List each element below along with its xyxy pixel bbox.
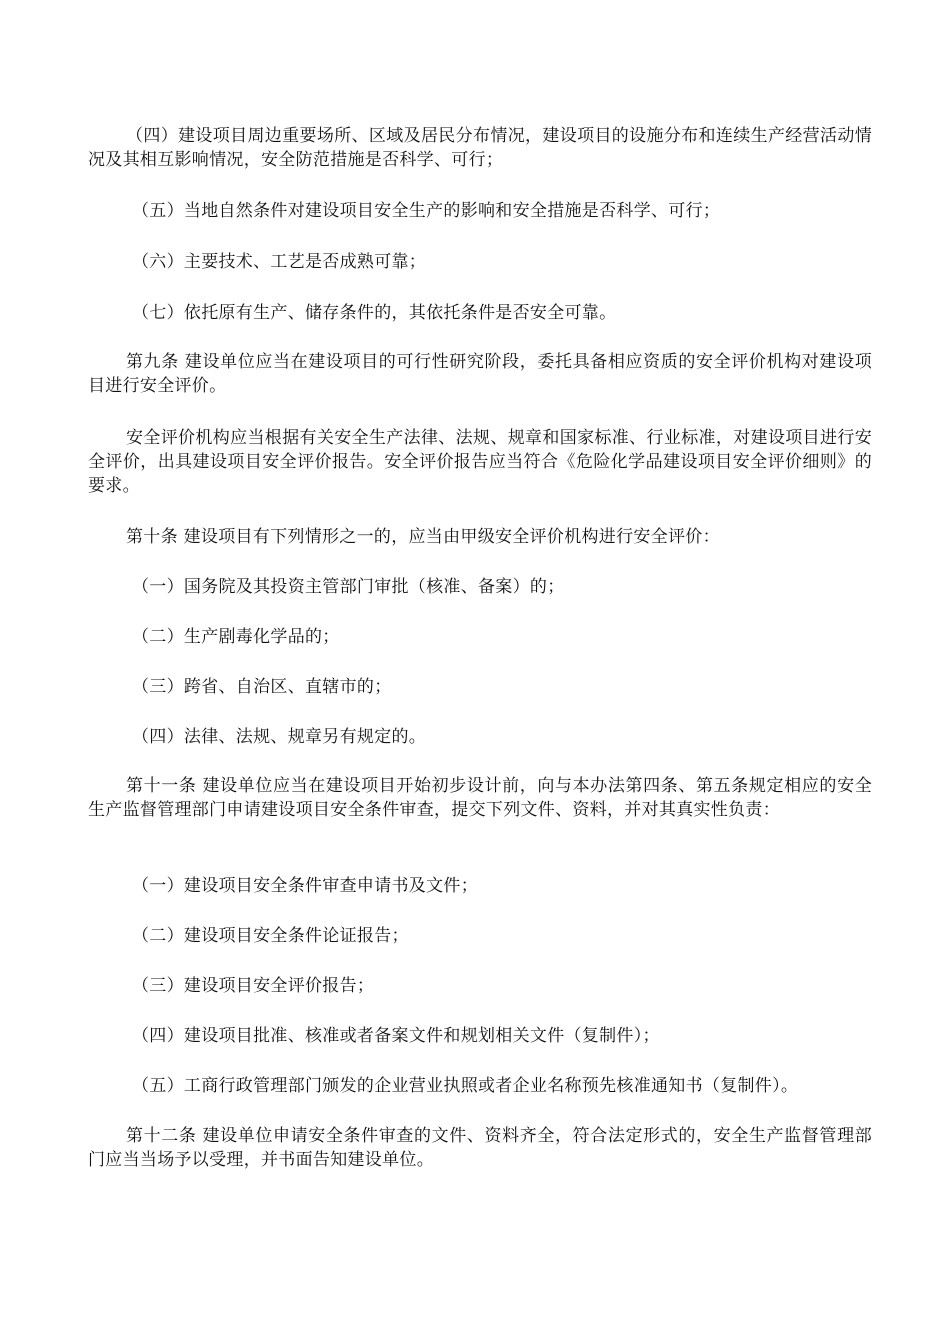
- paragraph-item-4-surroundings: （四）建设项目周边重要场所、区域及居民分布情况，建设项目的设施分布和连续生产经营活动情况及其相互影响情况，安全防范措施是否科学、可行；: [88, 126, 872, 170]
- paragraph-article-11-item-4: （四）建设项目批准、核准或者备案文件和规划相关文件（复制件）；: [132, 1026, 660, 1046]
- paragraph-article-10-item-3: （三）跨省、自治区、直辖市的；: [132, 677, 392, 697]
- paragraph-safety-evaluation-agency: 安全评价机构应当根据有关安全生产法律、法规、规章和国家标准、行业标准，对建设项目进行安全评价，出具建设项目安全评价报告。安全评价报告应当符合《危险化学品建设项目安全评价细则》的要求。: [88, 428, 872, 496]
- paragraph-article-10: 第十条 建设项目有下列情形之一的，应当由甲级安全评价机构进行安全评价：: [126, 527, 720, 547]
- paragraph-item-7-existing-conditions: （七）依托原有生产、储存条件的，其依托条件是否安全可靠。: [132, 303, 617, 323]
- paragraph-article-10-item-2: （二）生产剧毒化学品的；: [132, 627, 340, 647]
- paragraph-article-11-item-5: （五）工商行政管理部门颁发的企业营业执照或者企业名称预先核准通知书（复制件）。: [132, 1076, 799, 1096]
- paragraph-article-11-item-1: （一）建设项目安全条件审查申请书及文件；: [132, 876, 478, 896]
- paragraph-item-5-natural-conditions: （五）当地自然条件对建设项目安全生产的影响和安全措施是否科学、可行；: [132, 201, 721, 221]
- paragraph-article-10-item-4: （四）法律、法规、规章另有规定的。: [132, 727, 427, 747]
- paragraph-article-11-item-2: （二）建设项目安全条件论证报告；: [132, 926, 409, 946]
- paragraph-article-10-item-1: （一）国务院及其投资主管部门审批（核准、备案）的；: [132, 577, 565, 597]
- paragraph-item-6-technology: （六）主要技术、工艺是否成熟可靠；: [132, 252, 427, 272]
- paragraph-article-11: 第十一条 建设单位应当在建设项目开始初步设计前，向与本办法第四条、第五条规定相应的安全生产监督管理部门申请建设项目安全条件审查，提交下列文件、资料，并对其真实性负责：: [88, 776, 872, 820]
- paragraph-article-12: 第十二条 建设单位申请安全条件审查的文件、资料齐全，符合法定形式的，安全生产监督管理部门应当当场予以受理，并书面告知建设单位。: [88, 1126, 872, 1170]
- paragraph-article-11-item-3: （三）建设项目安全评价报告；: [132, 976, 375, 996]
- paragraph-article-9: 第九条 建设单位应当在建设项目的可行性研究阶段，委托具备相应资质的安全评价机构对建设项目进行安全评价。: [88, 352, 872, 396]
